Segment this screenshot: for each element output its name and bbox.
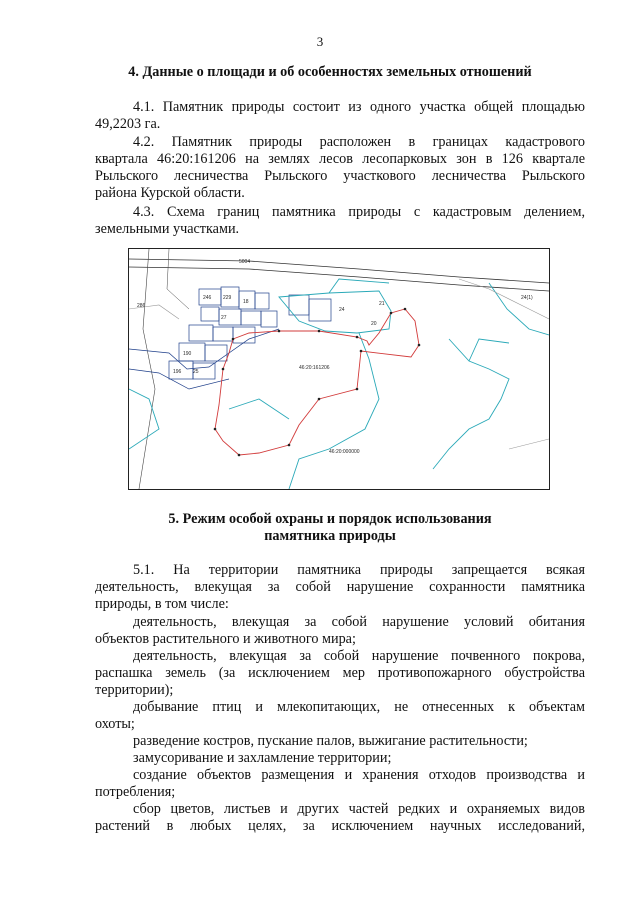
prohibition-item-4	[95, 733, 585, 750]
paragraph-4-2-line1: 4.2. Памятник природы расположен в границах кадастрового	[133, 134, 585, 150]
paragraph-5-1-line3: природы, в том числе:	[95, 596, 229, 612]
prohibition-item-2-line3: территории);	[95, 682, 174, 698]
map-contours	[129, 279, 549, 449]
boundary-node	[404, 308, 407, 311]
section-5-title-line2: памятника природы	[264, 528, 396, 544]
monument-boundary	[214, 308, 421, 457]
map-label-parcel: 246	[203, 295, 212, 301]
map-label-quarter-bottom: 46:20:000000	[329, 449, 360, 455]
cadastral-map	[128, 248, 550, 490]
prohibition-item-4-line1: разведение костров, пускание палов, выжигание растительности;	[133, 733, 528, 749]
prohibition-item-6-line2: потребления;	[95, 784, 176, 800]
monument-boundary-line	[215, 309, 419, 455]
village-parcels	[129, 287, 331, 389]
map-label-parcel: 229	[223, 295, 232, 301]
page-number: 3	[316, 34, 324, 49]
map-parcel-line	[167, 249, 189, 309]
prohibition-item-6-line1: создание объектов размещения и хранения отходов производства и	[133, 767, 585, 783]
boundary-node	[356, 388, 359, 391]
prohibition-item-5	[95, 750, 585, 767]
boundary-nodes	[214, 308, 421, 457]
boundary-node	[232, 338, 235, 341]
prohibition-item-1-line1: деятельность, влекущая за собой нарушение условий обитания	[133, 614, 585, 630]
map-parcel	[205, 345, 227, 361]
prohibition-item-3-line2: охоты;	[95, 716, 135, 732]
section-5-title-line1: 5. Режим особой охраны и порядок использования	[168, 511, 492, 527]
paragraph-5-1-line2: деятельность, влекущая за собой нарушение сохранности памятника	[95, 579, 585, 595]
section-5-title	[95, 511, 565, 545]
paragraph-4-2-line2: квартала 46:20:161206 на землях лесов лесопарковых зон в 126 квартале	[95, 151, 585, 167]
paragraph-4-1	[95, 99, 585, 133]
prohibition-item-2-line2: распашка земель (за исключением мер противопожарного обустройства	[95, 665, 585, 681]
map-label-parcel: 18	[243, 299, 249, 305]
map-forest-quarter	[129, 389, 159, 449]
map-parcel-line	[139, 249, 155, 489]
map-parcel	[309, 299, 331, 321]
boundary-node	[318, 398, 321, 401]
boundary-node	[288, 444, 291, 447]
boundary-node	[356, 336, 359, 339]
map-forest-quarter	[433, 339, 509, 469]
boundary-node	[222, 368, 225, 371]
map-parcel	[189, 325, 213, 341]
cadastral-map-drawing	[129, 249, 549, 489]
map-parcel	[201, 307, 219, 321]
paragraph-5-1	[95, 562, 585, 613]
boundary-node	[278, 330, 281, 333]
boundary-node	[238, 454, 241, 457]
map-label-parcel: 24	[339, 307, 345, 313]
map-parcel	[255, 293, 269, 309]
prohibition-item-1-line2: объектов растительного и животного мира;	[95, 631, 356, 647]
map-forest-quarter	[469, 339, 509, 361]
prohibition-item-2-line1: деятельность, влекущая за собой нарушение почвенного покрова,	[133, 648, 585, 664]
map-forest-quarter	[289, 333, 379, 489]
boundary-node	[214, 428, 217, 431]
paragraph-4-2-line3: Рыльского лесничества Рыльского участкового лесничества Рыльского	[95, 168, 585, 184]
map-label-parcel: 25	[193, 369, 199, 375]
prohibition-item-1	[95, 614, 585, 648]
paragraph-4-1-line1: 4.1. Памятник природы состоит из одного участка общей площадью	[133, 99, 585, 115]
prohibition-item-3	[95, 699, 585, 733]
prohibition-item-5-line1: замусоривание и захламление территории;	[133, 750, 392, 766]
prohibition-item-2	[95, 648, 585, 699]
paragraph-4-3-line2: земельными участками.	[95, 221, 240, 237]
prohibition-item-3-line1: добывание птиц и млекопитающих, не отнесенных к объектам	[133, 699, 585, 715]
map-label-parcel: 21	[379, 301, 385, 307]
section-4-title: 4. Данные о площади и об особенностях земельных отношений	[128, 64, 532, 80]
boundary-node	[318, 330, 321, 333]
map-label-parcel: 27	[221, 315, 227, 321]
map-label-quarter-top: 46:20:161206	[299, 365, 330, 371]
paragraph-4-2	[95, 134, 585, 202]
map-parcel	[261, 311, 277, 327]
prohibition-item-7-line2: растений в любых целях, за исключением научных исследований,	[95, 818, 585, 834]
map-contour	[509, 439, 549, 449]
paragraph-4-2-line4: района Курской области.	[95, 185, 245, 201]
map-label-parcel: 24(1)	[521, 295, 533, 301]
map-contour	[459, 279, 549, 319]
map-label-parcel: 190	[183, 351, 192, 357]
map-forest-quarter	[329, 279, 389, 293]
map-label-road: 5004	[239, 259, 251, 265]
paragraph-4-3-line1: 4.3. Схема границ памятника природы с кадастровым делением,	[133, 204, 585, 220]
paragraph-4-3	[95, 204, 585, 238]
paragraph-5-1-line1: 5.1. На территории памятника природы запрещается всякая	[133, 562, 585, 578]
prohibition-item-7-line1: сбор цветов, листьев и других частей редких и охраняемых видов	[133, 801, 585, 817]
map-parcel	[241, 311, 261, 325]
boundary-node	[360, 350, 363, 353]
map-label-parcel: 286	[137, 303, 146, 309]
boundary-node	[390, 312, 393, 315]
boundary-node	[418, 344, 421, 347]
paragraph-4-1-line2: 49,2203 га.	[95, 116, 161, 132]
map-label-parcel: 196	[173, 369, 182, 375]
map-forest-quarter	[229, 399, 289, 419]
map-label-parcel: 20	[371, 321, 377, 327]
prohibition-item-6	[95, 767, 585, 801]
prohibition-item-7	[95, 801, 585, 835]
map-parcel	[213, 327, 233, 341]
